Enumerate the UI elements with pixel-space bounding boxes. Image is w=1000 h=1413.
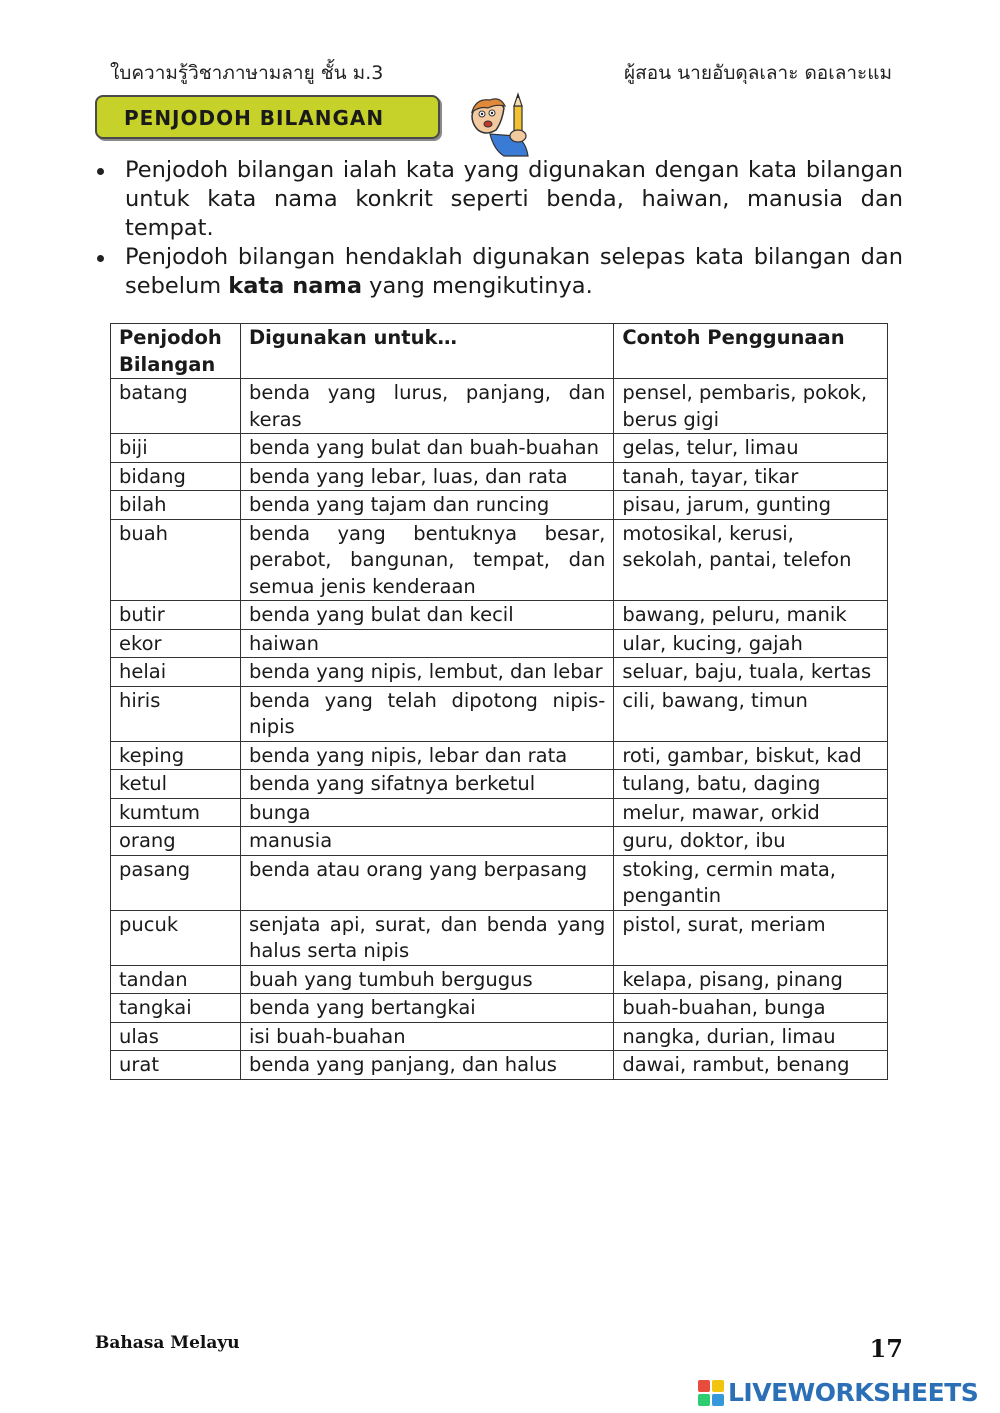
cell-contoh: cili, bawang, timun	[614, 686, 888, 741]
cell-contoh: guru, doktor, ibu	[614, 827, 888, 856]
usage-rule-text-start: Penjodoh bilangan hendaklah digunakan selepas kata bilangan dan sebelum	[125, 244, 903, 299]
cell-contoh: gelas, telur, limau	[614, 434, 888, 463]
cell-digunakan: benda yang sifatnya berketul	[240, 770, 613, 799]
cell-digunakan: benda yang bertangkai	[240, 994, 613, 1023]
cell-penjodoh: urat	[111, 1051, 241, 1080]
cell-penjodoh: keping	[111, 741, 241, 770]
table-row	[111, 491, 888, 520]
cell-digunakan: senjata api, surat, dan benda yang halus serta nipis	[240, 910, 613, 965]
cell-digunakan: benda yang tajam dan runcing	[240, 491, 613, 520]
table-row	[111, 827, 888, 856]
cell-penjodoh: buah	[111, 519, 241, 601]
cell-digunakan: isi buah-buahan	[240, 1022, 613, 1051]
table-row	[111, 910, 888, 965]
cell-contoh: stoking, cermin mata, pengantin	[614, 855, 888, 910]
liveworksheets-brand-text: LIVEWORKSHEETS	[728, 1378, 979, 1407]
table-row	[111, 658, 888, 687]
cell-digunakan: haiwan	[240, 629, 613, 658]
usage-rule-bold-term: kata nama	[228, 273, 363, 299]
table-row	[111, 1022, 888, 1051]
table-row	[111, 379, 888, 434]
cell-penjodoh: butir	[111, 601, 241, 630]
cell-digunakan: benda yang panjang, dan halus	[240, 1051, 613, 1080]
cell-penjodoh: pasang	[111, 855, 241, 910]
cell-digunakan: benda yang bulat dan buah-buahan	[240, 434, 613, 463]
usage-rule-item	[95, 243, 903, 301]
cell-digunakan: buah yang tumbuh bergugus	[240, 965, 613, 994]
cell-penjodoh: helai	[111, 658, 241, 687]
cell-penjodoh: pucuk	[111, 910, 241, 965]
cell-contoh: motosikal, kerusi, sekolah, pantai, telefon	[614, 519, 888, 601]
cell-contoh: pisau, jarum, gunting	[614, 491, 888, 520]
cell-penjodoh: batang	[111, 379, 241, 434]
table-row	[111, 434, 888, 463]
header-right-text: ผู้สอน นายอับดุลเลาะ ดอเลาะแม	[624, 62, 892, 84]
table-row	[111, 965, 888, 994]
cell-penjodoh: bidang	[111, 462, 241, 491]
cell-penjodoh: kumtum	[111, 798, 241, 827]
boy-with-pencil-icon	[468, 92, 538, 158]
cell-contoh: nangka, durian, limau	[614, 1022, 888, 1051]
cell-digunakan: benda yang bentuknya besar, perabot, bangunan, tempat, dan semua jenis kenderaan	[240, 519, 613, 601]
cell-penjodoh: ulas	[111, 1022, 241, 1051]
cell-digunakan: benda yang telah dipotong nipis-nipis	[240, 686, 613, 741]
cell-contoh: melur, mawar, orkid	[614, 798, 888, 827]
cell-digunakan: benda atau orang yang berpasang	[240, 855, 613, 910]
cell-penjodoh: ketul	[111, 770, 241, 799]
liveworksheets-logo-icon	[698, 1380, 724, 1406]
table-row	[111, 994, 888, 1023]
cell-contoh: bawang, peluru, manik	[614, 601, 888, 630]
cell-contoh: kelapa, pisang, pinang	[614, 965, 888, 994]
cell-contoh: seluar, baju, tuala, kertas	[614, 658, 888, 687]
cell-digunakan: bunga	[240, 798, 613, 827]
cell-digunakan: benda yang bulat dan kecil	[240, 601, 613, 630]
table-row	[111, 629, 888, 658]
definition-text: Penjodoh bilangan ialah kata yang digunakan dengan kata bilangan untuk kata nama konkrit seperti benda, haiwan, manusia dan tempat.	[125, 157, 903, 241]
column-header-contoh: Contoh Penggunaan	[614, 324, 888, 379]
usage-rule-text-end: yang mengikutinya.	[362, 273, 593, 299]
cell-penjodoh: ekor	[111, 629, 241, 658]
table-row	[111, 519, 888, 601]
cell-contoh: pensel, pembaris, pokok, berus gigi	[614, 379, 888, 434]
table-row	[111, 601, 888, 630]
penjodoh-bilangan-table	[110, 323, 888, 1080]
column-header-digunakan: Digunakan untuk…	[240, 324, 613, 379]
cell-contoh: pistol, surat, meriam	[614, 910, 888, 965]
cell-penjodoh: orang	[111, 827, 241, 856]
table-row	[111, 741, 888, 770]
page-number: 17	[869, 1334, 903, 1363]
cell-penjodoh: hiris	[111, 686, 241, 741]
cell-contoh: roti, gambar, biskut, kad	[614, 741, 888, 770]
cell-digunakan: benda yang lebar, luas, dan rata	[240, 462, 613, 491]
table-row	[111, 855, 888, 910]
table-row	[111, 1051, 888, 1080]
cell-contoh: tulang, batu, daging	[614, 770, 888, 799]
cell-penjodoh: tandan	[111, 965, 241, 994]
definition-item	[95, 156, 903, 243]
cell-penjodoh: tangkai	[111, 994, 241, 1023]
cell-digunakan: manusia	[240, 827, 613, 856]
title-banner	[95, 95, 440, 139]
cell-contoh: dawai, rambut, benang	[614, 1051, 888, 1080]
cell-digunakan: benda yang nipis, lembut, dan lebar	[240, 658, 613, 687]
cell-contoh: ular, kucing, gajah	[614, 629, 888, 658]
table-row	[111, 686, 888, 741]
page-title: PENJODOH BILANGAN	[124, 106, 385, 130]
column-header-penjodoh: Penjodoh Bilangan	[111, 324, 241, 379]
definition-list	[95, 156, 903, 301]
cell-contoh: buah-buahan, bunga	[614, 994, 888, 1023]
cell-digunakan: benda yang nipis, lebar dan rata	[240, 741, 613, 770]
cell-penjodoh: bilah	[111, 491, 241, 520]
footer-subject: Bahasa Melayu	[95, 1333, 240, 1353]
table-row	[111, 462, 888, 491]
cell-penjodoh: biji	[111, 434, 241, 463]
cell-contoh: tanah, tayar, tikar	[614, 462, 888, 491]
table-row	[111, 798, 888, 827]
table-row	[111, 770, 888, 799]
cell-digunakan: benda yang lurus, panjang, dan keras	[240, 379, 613, 434]
table-header-row	[111, 324, 888, 379]
header-left-text: ใบความรู้วิชาภาษามลายู ชั้น ม.3	[110, 62, 384, 84]
